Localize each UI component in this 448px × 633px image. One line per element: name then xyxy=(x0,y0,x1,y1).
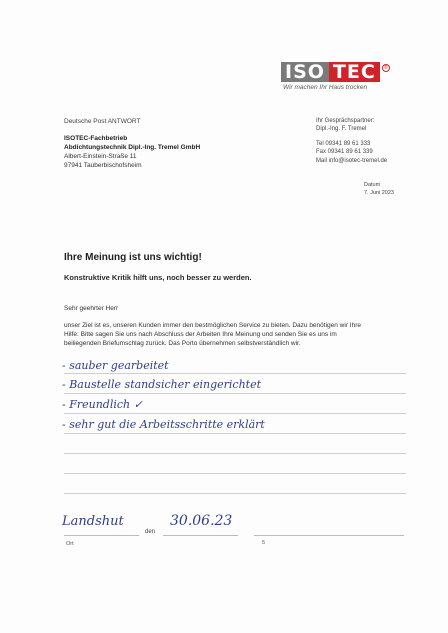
contact-block xyxy=(316,117,387,165)
logo-tec-text: TEC xyxy=(329,62,380,82)
contact-label: Ihr Gesprächspartner: xyxy=(316,118,375,124)
body-line: unser Ziel ist es, unseren Kunden immer den bestmöglichen Service zu bieten. Dazu benötigen wir Ihre xyxy=(64,322,361,329)
handwritten-place: Landshut xyxy=(62,514,124,529)
contact-name: Dipl.-Ing. F. Tremel xyxy=(316,126,367,133)
postal-header: Deutsche Post ANTWORT xyxy=(64,118,141,125)
date-line xyxy=(163,535,238,536)
recipient-city: 97941 Tauberbischofsheim xyxy=(64,162,142,169)
body-paragraph xyxy=(64,321,424,348)
contact-fax: Fax 09341 89 61 339 xyxy=(316,149,373,156)
writing-line xyxy=(64,453,406,454)
logo-slogan: Wir machen Ihr Haus trocken xyxy=(283,84,368,91)
recipient-street: Albert-Einstein-Straße 11 xyxy=(64,153,137,160)
page-title: Ihre Meinung ist uns wichtig! xyxy=(64,252,202,263)
salutation: Sehr geehrter Herr xyxy=(64,305,119,312)
place-label: Ort xyxy=(66,541,74,547)
den-label: den xyxy=(145,529,156,535)
writing-line xyxy=(64,413,406,414)
handwritten-date: 30.06.23 xyxy=(170,513,233,529)
writing-line xyxy=(64,433,406,434)
recipient-company: ISOTEC-Fachbetrieb xyxy=(64,135,128,142)
recipient-company-line2: Abdichtungstechnik Dipl.-Ing. Tremel GmbH xyxy=(64,144,201,151)
logo-iso-text: ISO xyxy=(281,62,329,82)
page-subtitle: Konstruktive Kritik hilft uns, noch besser zu werden. xyxy=(64,273,252,282)
body-line: Hilfe: Bitte sagen Sie uns nach Abschluss der Arbeiten Ihre Meinung und senden Sie es uns im xyxy=(64,331,337,338)
contact-tel: Tel 09341 89 61 333 xyxy=(316,140,371,147)
handwritten-feedback-line: - sauber gearbeitet xyxy=(62,359,169,372)
place-line xyxy=(64,535,139,536)
date-block xyxy=(364,181,394,197)
body-line: beiliegenden Briefumschlag zurück. Das Porto übernehmen selbstverständlich wir. xyxy=(64,340,301,347)
contact-mail: Mail info@isotec-tremel.de xyxy=(316,157,388,164)
writing-line xyxy=(64,473,406,474)
date-value: 7. Juni 2023 xyxy=(364,190,394,196)
writing-line xyxy=(64,373,406,374)
handwritten-feedback-line: - Freundlich ✓ xyxy=(62,398,143,411)
writing-line xyxy=(64,493,406,494)
recipient-address xyxy=(64,134,200,170)
writing-line xyxy=(64,393,406,394)
handwritten-feedback-line: - Baustelle standsicher eingerichtet xyxy=(62,378,262,391)
signature-line xyxy=(254,535,404,536)
isotec-logo xyxy=(281,62,391,98)
logo-wordmark xyxy=(281,62,390,82)
registered-mark-icon: ® xyxy=(382,64,390,72)
date-label: Datum xyxy=(364,182,381,188)
signature-mark: 5 xyxy=(262,540,266,546)
handwritten-feedback-line: - sehr gut die Arbeitsschritte erklärt xyxy=(62,418,265,431)
